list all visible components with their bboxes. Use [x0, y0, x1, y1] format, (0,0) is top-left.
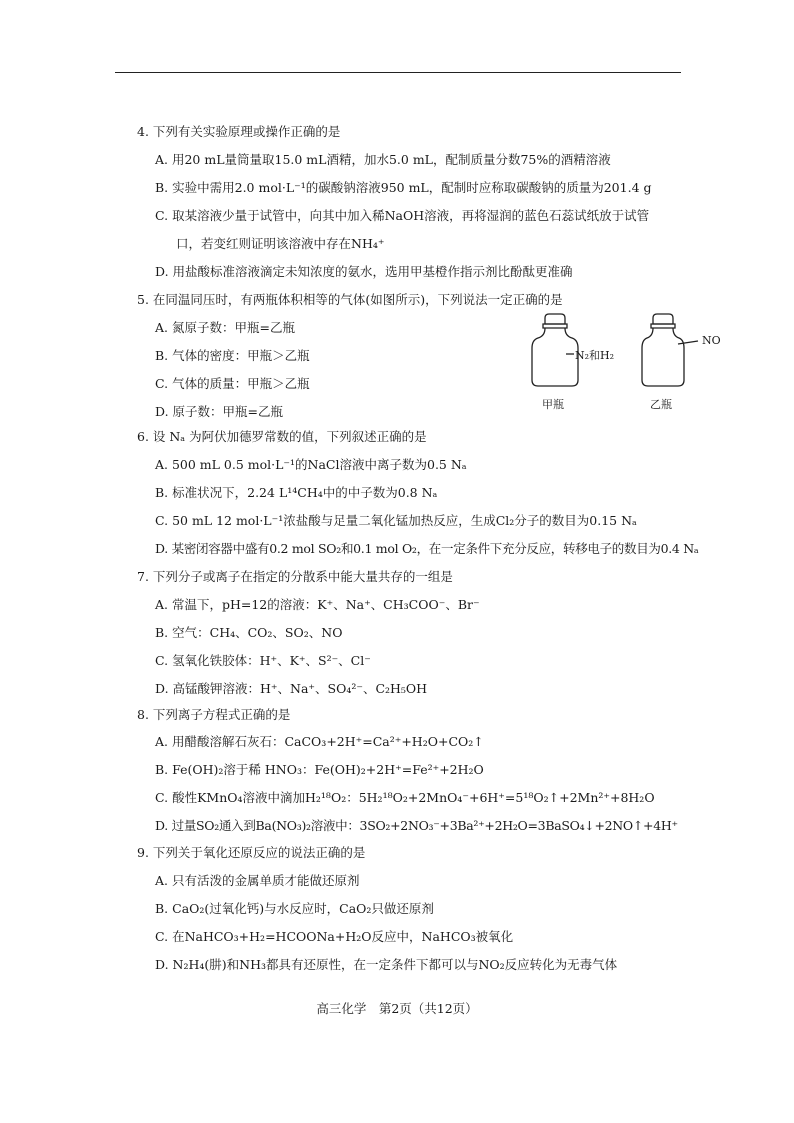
question-5-option-c: C. 气体的质量：甲瓶＞乙瓶 — [155, 376, 310, 391]
question-7-stem: 7. 下列分子或离子在指定的分散系中能大量共存的一组是 — [137, 569, 453, 584]
question-9-option-b: B. CaO₂(过氧化钙)与水反应时，CaO₂只做还原剂 — [155, 901, 434, 916]
question-8-option-c: C. 酸性KMnO₄溶液中滴加H₂¹⁸O₂：5H₂¹⁸O₂+2MnO₄⁻+6H⁺=5¹⁸O₂↑+2Mn²⁺+8H₂O — [155, 790, 655, 805]
question-9-option-c: C. 在NaHCO₃+H₂=HCOONa+H₂O反应中，NaHCO₃被氧化 — [155, 929, 514, 944]
question-7-option-b: B. 空气：CH₄、CO₂、SO₂、NO — [155, 625, 343, 640]
question-6-option-b: B. 标准状况下，2.24 L¹⁴CH₄中的中子数为0.8 Nₐ — [155, 485, 438, 500]
question-4-option-a: A. 用20 mL量筒量取15.0 mL酒精，加水5.0 mL，配制质量分数75%的酒精溶液 — [155, 152, 611, 167]
question-6-option-d: D. 某密闭容器中盛有0.2 mol SO₂和0.1 mol O₂，在一定条件下充分反应，转移电子的数目为0.4 Nₐ — [155, 541, 699, 556]
bottle-a — [532, 314, 578, 386]
question-4-option-d: D. 用盐酸标准溶液滴定未知浓度的氨水，选用甲基橙作指示剂比酚酞更准确 — [155, 264, 573, 279]
question-6-stem: 6. 设 Nₐ 为阿伏加德罗常数的值，下列叙述正确的是 — [137, 429, 427, 444]
question-8-stem: 8. 下列离子方程式正确的是 — [137, 707, 291, 722]
question-9-stem: 9. 下列关于氧化还原反应的说法正确的是 — [137, 845, 366, 860]
bottle-a-label: 甲瓶 — [542, 398, 564, 411]
question-4-option-c: C. 取某溶液少量于试管中，向其中加入稀NaOH溶液，再将湿润的蓝色石蕊试纸放于试管 — [155, 208, 650, 223]
question-7-option-a: A. 常温下，pH=12的溶液：K⁺、Na⁺、CH₃COO⁻、Br⁻ — [155, 597, 480, 612]
question-9-option-a: A. 只有活泼的金属单质才能做还原剂 — [155, 873, 360, 888]
bottle-b-gas-label: NO — [702, 334, 721, 347]
gas-bottles-figure — [524, 310, 734, 420]
question-4-option-b: B. 实验中需用2.0 mol·L⁻¹的碳酸钠溶液950 mL，配制时应称取碳酸钠的质量为201.4 g — [155, 180, 652, 195]
question-8-option-a: A. 用醋酸溶解石灰石：CaCO₃+2H⁺=Ca²⁺+H₂O+CO₂↑ — [155, 734, 484, 749]
question-5-option-a: A. 氮原子数：甲瓶=乙瓶 — [155, 320, 295, 335]
bottle-b-label: 乙瓶 — [650, 398, 672, 411]
question-6-option-a: A. 500 mL 0.5 mol·L⁻¹的NaCl溶液中离子数为0.5 Nₐ — [155, 457, 467, 472]
question-5-stem: 5. 在同温同压时，有两瓶体积相等的气体(如图所示)，下列说法一定正确的是 — [137, 292, 563, 307]
question-5-option-d: D. 原子数：甲瓶=乙瓶 — [155, 404, 283, 419]
bottle-b — [642, 314, 698, 386]
question-9-option-d: D. N₂H₄(肼)和NH₃都具有还原性，在一定条件下都可以与NO₂反应转化为无毒气体 — [155, 957, 618, 972]
question-5-option-b: B. 气体的密度：甲瓶＞乙瓶 — [155, 348, 310, 363]
question-4-stem: 4. 下列有关实验原理或操作正确的是 — [137, 124, 341, 139]
page-footer: 高三化学 第2页（共12页） — [316, 1001, 478, 1016]
question-8-option-b: B. Fe(OH)₂溶于稀 HNO₃：Fe(OH)₂+2H⁺=Fe²⁺+2H₂O — [155, 762, 484, 777]
question-8-option-d: D. 过量SO₂通入到Ba(NO₃)₂溶液中：3SO₂+2NO₃⁻+3Ba²⁺+2H₂O=3BaSO₄↓+2NO↑+4H⁺ — [155, 818, 678, 833]
bottle-a-gas-label: N₂和H₂ — [575, 349, 615, 362]
question-4-option-c-cont: 口，若变红则证明该溶液中存在NH₄⁺ — [176, 236, 385, 251]
question-7-option-c: C. 氢氧化铁胶体：H⁺、K⁺、S²⁻、Cl⁻ — [155, 653, 371, 668]
question-6-option-c: C. 50 mL 12 mol·L⁻¹浓盐酸与足量二氧化锰加热反应，生成Cl₂分子的数目为0.15 Nₐ — [155, 513, 637, 528]
question-7-option-d: D. 高锰酸钾溶液：H⁺、Na⁺、SO₄²⁻、C₂H₅OH — [155, 681, 428, 696]
